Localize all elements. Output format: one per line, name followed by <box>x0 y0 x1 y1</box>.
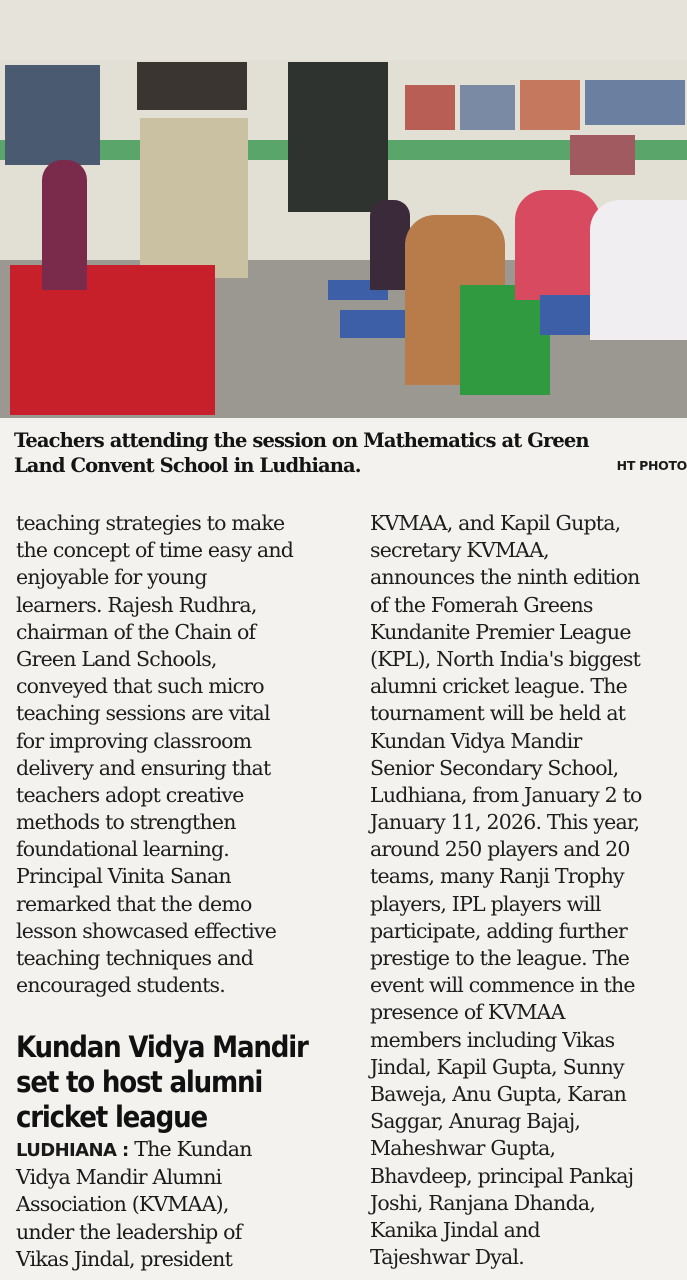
article-line: members including Vikas <box>370 1027 615 1052</box>
photo-caption <box>14 428 686 478</box>
article-line: Jindal, Kapil Gupta, Sunny <box>370 1054 624 1079</box>
article-line: prestige to the league. The <box>370 946 630 970</box>
article-line: January 11, 2026. This year, <box>370 810 640 835</box>
article-line: Joshi, Ranjana Dhanda, <box>370 1190 596 1215</box>
article-line: methods to strengthen <box>16 810 236 835</box>
article-line: Bhavdeep, principal Pankaj <box>370 1163 634 1188</box>
article2-body-left <box>16 1136 252 1273</box>
article-line: Tajeshwar Dyal. <box>370 1245 524 1270</box>
article-line: Kanika Jindal and <box>370 1217 540 1242</box>
article-line <box>16 1136 252 1164</box>
headline-line: set to host alumni <box>16 1065 263 1099</box>
headline-line: Kundan Vidya Mandir <box>16 1030 308 1064</box>
article-line: announces the ninth edition <box>370 565 640 590</box>
article2-body-right <box>370 510 642 1271</box>
article-line: Vikas Jindal, president <box>16 1246 233 1271</box>
headline-line: cricket league <box>16 1100 207 1134</box>
article-line: of the Fomerah Greens <box>370 592 593 617</box>
article-line: Kundan Vidya Mandir <box>370 728 582 753</box>
article-line: Ludhiana, from January 2 to <box>370 782 642 807</box>
article-line: teams, many Ranji Trophy <box>370 864 624 889</box>
article-line: participate, adding further <box>370 918 627 943</box>
article-line: the concept of time easy and <box>16 538 294 563</box>
article-line: learners. Rajesh Rudhra, <box>16 592 257 617</box>
article-line: delivery and ensuring that <box>16 755 271 780</box>
article-line: Green Land Schools, <box>16 646 217 671</box>
article-line: conveyed that such micro <box>16 674 264 699</box>
article-line: teaching sessions are vital <box>16 701 270 726</box>
article-text: The Kundan <box>128 1137 252 1161</box>
article-line: Saggar, Anurag Bajaj, <box>370 1109 581 1134</box>
article-line: encouraged students. <box>16 973 225 998</box>
photo-credit: HT PHOTO <box>616 458 687 473</box>
article-line: Kundanite Premier League <box>370 619 631 644</box>
article-line: chairman of the Chain of <box>16 619 256 644</box>
article1-body <box>16 510 293 999</box>
article-line: Association (KVMAA), <box>16 1192 229 1217</box>
article-line: Baweja, Anu Gupta, Karan <box>370 1081 627 1106</box>
article-line: event will commence in the <box>370 973 635 998</box>
caption-line: Land Convent School in Ludhiana. <box>14 454 361 477</box>
article-line: tournament will be held at <box>370 701 626 726</box>
dateline: LUDHIANA : <box>16 1140 129 1161</box>
article-line: around 250 players and 20 <box>370 837 630 862</box>
article-line: (KPL), North India's biggest <box>370 646 641 671</box>
article-line: teaching strategies to make <box>16 511 285 535</box>
article-line: secretary KVMAA, <box>370 538 549 563</box>
article-line: players, IPL players will <box>370 891 601 916</box>
article-line: Senior Secondary School, <box>370 755 619 780</box>
article2-headline <box>16 1030 308 1135</box>
caption-line: Teachers attending the session on Mathematics at Green <box>14 429 589 452</box>
article-line: Principal Vinita Sanan <box>16 864 231 889</box>
article-line: alumni cricket league. The <box>370 674 627 699</box>
article-line: enjoyable for young <box>16 565 207 590</box>
classroom-photo <box>0 0 687 418</box>
article-line: under the leadership of <box>16 1219 242 1244</box>
article-line: presence of KVMAA <box>370 1000 565 1025</box>
article-line: for improving classroom <box>16 728 252 753</box>
article-line: Maheshwar Gupta, <box>370 1136 556 1161</box>
article-line: foundational learning. <box>16 837 230 862</box>
article-line: teaching techniques and <box>16 946 254 970</box>
article-line: lesson showcased effective <box>16 918 277 943</box>
article-line: KVMAA, and Kapil Gupta, <box>370 511 621 535</box>
article-line: Vidya Mandir Alumni <box>16 1165 222 1190</box>
article-line: teachers adopt creative <box>16 782 244 807</box>
article-line: remarked that the demo <box>16 891 252 916</box>
